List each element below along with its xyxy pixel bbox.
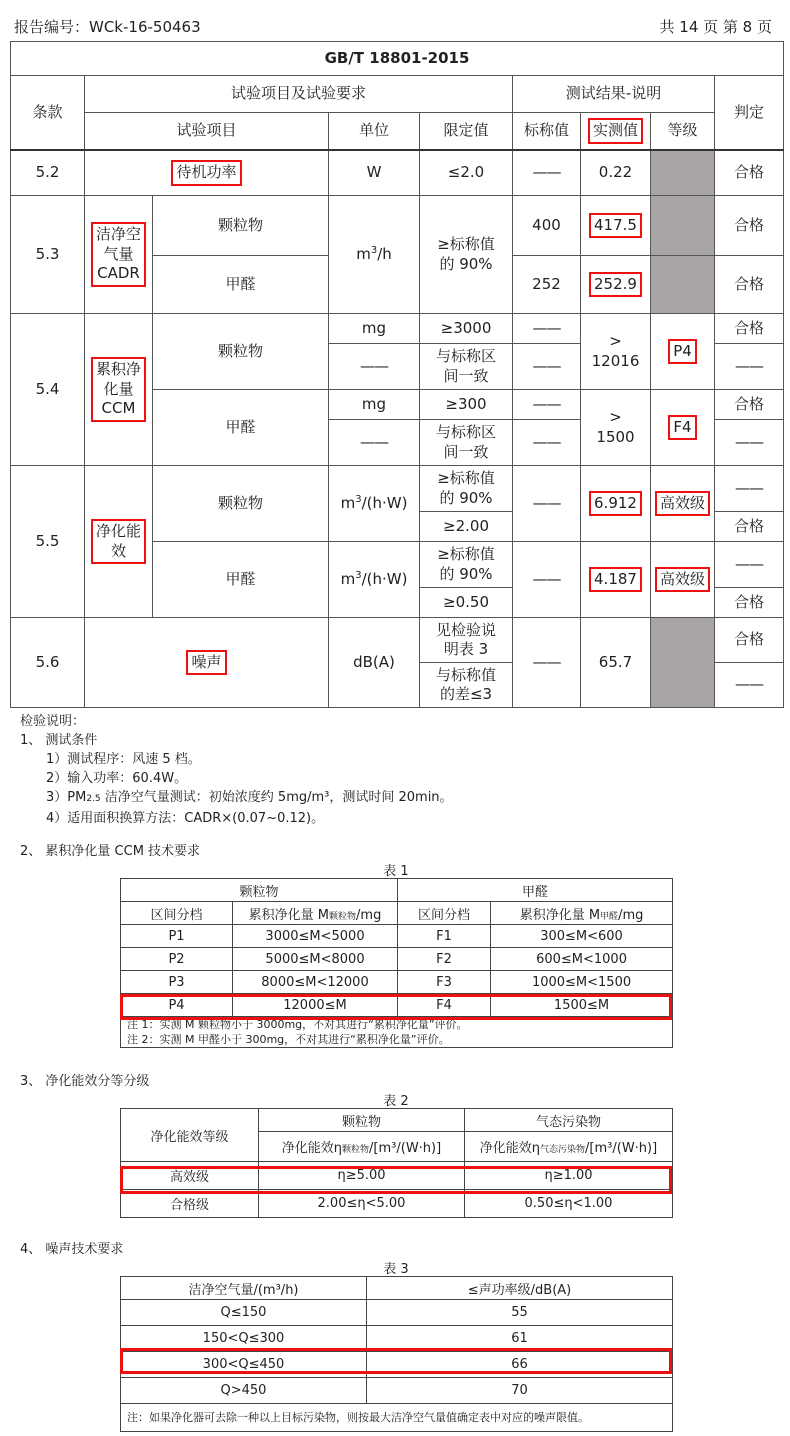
unit: $m^3/h$ [329, 196, 420, 314]
sub-particle: 颗粒物 [153, 196, 329, 256]
header-limit: 限定值 [420, 113, 513, 150]
grade-empty [651, 618, 715, 708]
clause-5-4: 5.4 [11, 314, 85, 466]
header-nominal: 标称值 [513, 113, 581, 150]
measured: 6.912 [581, 466, 651, 542]
notes-title: 检验说明： [20, 714, 86, 729]
unit: $m^3/(h\cdot W)$ [329, 542, 420, 618]
item-ccm: 累积净 化量 CCM [85, 314, 153, 466]
measured: > 12016 [581, 314, 651, 390]
measured: > 1500 [581, 390, 651, 466]
verdict: —— [715, 420, 784, 466]
nominal: —— [513, 150, 581, 196]
verdict: —— [715, 466, 784, 512]
verdict: 合格 [715, 588, 784, 618]
nominal: 400 [513, 196, 581, 256]
verdict: 合格 [715, 196, 784, 256]
table-note: 注：如果净化器可去除一种以上目标污染物，则按最大洁净空气量值确定表中对应的噪声限值。 [121, 1404, 673, 1432]
section-4: 4、 噪声技术要求 [20, 1242, 124, 1257]
highlight-box [120, 994, 672, 1020]
header-items: 试验项目及试验要求 [85, 76, 513, 113]
measured: 4.187 [581, 542, 651, 618]
clause-5-3: 5.3 [11, 196, 85, 314]
highlight-box [120, 1348, 672, 1374]
item-cadr: 洁净空 气量 CADR [85, 196, 153, 314]
limit: 与标称值 的差≤3 [420, 663, 513, 708]
ccm-requirements-table: 颗粒物 甲醛 区间分档 累积净化量 M颗粒物/mg 区间分档 累积净化量 M甲醛/mg P1 3000≤M<5000 F1 300≤M<600 P2 5000≤M<8000 F2 600≤M<1000 P3 8000≤M<12000 F3 1000≤M<1500 P4 12000≤M F4 1500≤M 注 1：实测 M 颗粒物小于 3000mg，不对其进行“累积净化量”评价。 注 2：实测 M 甲醛小于 300mg，不对其进行“累积净化量”评价。 [120, 878, 673, 1048]
clause-5-5: 5.5 [11, 466, 85, 618]
clause-5-6: 5.6 [11, 618, 85, 708]
nominal: —— [513, 344, 581, 390]
measured: 65.7 [581, 618, 651, 708]
limit: ≤2.0 [420, 150, 513, 196]
table1-caption: 表 1 [383, 864, 409, 879]
section-3: 3、 净化能效分等分级 [20, 1074, 150, 1089]
table-row: Q>450 70 [121, 1378, 673, 1404]
nominal: —— [513, 390, 581, 420]
page-count: 共 14 页 第 8 页 [659, 18, 772, 36]
grade-empty [651, 256, 715, 314]
limit: ≥3000 [420, 314, 513, 344]
table-row: P1 3000≤M<5000 F1 300≤M<600 [121, 925, 673, 948]
report-number: 报告编号：WCk-16-50463 [14, 18, 201, 36]
item-noise: 噪声 [85, 618, 329, 708]
nominal: —— [513, 542, 581, 618]
noise-requirements-table: 洁净空气量/(m³/h) ≤声功率级/dB(A) Q≤150 55 150<Q≤300 61 300<Q≤450 66 Q>450 70 注：如果净化器可去除一种以上目标污染物，则按最大洁净空气量值确定表中对应的噪声限值。 [120, 1276, 673, 1432]
limit: ≥标称值 的 90% [420, 196, 513, 314]
test-results-table [10, 41, 784, 708]
unit: $m^3/(h\cdot W)$ [329, 466, 420, 542]
limit: ≥标称值 的 90% [420, 542, 513, 588]
verdict: 合格 [715, 512, 784, 542]
limit: ≥标称值 的 90% [420, 466, 513, 512]
limit: 见检验说 明表 3 [420, 618, 513, 663]
grade: P4 [651, 314, 715, 390]
limit: 与标称区 间一致 [420, 344, 513, 390]
table-note: 注 1：实测 M 颗粒物小于 3000mg，不对其进行“累积净化量”评价。 注 2：实测 M 甲醛小于 300mg，不对其进行“累积净化量”评价。 [121, 1017, 673, 1048]
unit: dB(A) [329, 618, 420, 708]
sub-particle: 颗粒物 [153, 314, 329, 390]
highlight-box [120, 1166, 672, 1194]
limit: 与标称区 间一致 [420, 420, 513, 466]
verdict: —— [715, 663, 784, 708]
header-grade: 等级 [651, 113, 715, 150]
clause-5-2: 5.2 [11, 150, 85, 196]
grade-empty [651, 196, 715, 256]
header-result: 测试结果-说明 [513, 76, 715, 113]
verdict: 合格 [715, 256, 784, 314]
table-row: Q≤150 55 [121, 1300, 673, 1326]
header-verdict: 判定 [715, 76, 784, 150]
standard-title: GB/T 18801-2015 [11, 42, 784, 76]
verdict: —— [715, 344, 784, 390]
sub-particle: 颗粒物 [153, 466, 329, 542]
table-row: P4 12000≤M F4 1500≤M [121, 994, 673, 1017]
limit: ≥0.50 [420, 588, 513, 618]
table-row: P3 8000≤M<12000 F3 1000≤M<1500 [121, 971, 673, 994]
grade: F4 [651, 390, 715, 466]
table3-caption: 表 3 [383, 1262, 409, 1277]
section-2: 2、 累积净化量 CCM 技术要求 [20, 844, 201, 859]
item-standby-power: 待机功率 [85, 150, 329, 196]
unit: W [329, 150, 420, 196]
verdict: 合格 [715, 618, 784, 663]
measured: 252.9 [581, 256, 651, 314]
table-row: P2 5000≤M<8000 F2 600≤M<1000 [121, 948, 673, 971]
measured-highlight: 实测值 [588, 118, 643, 144]
item-efficiency: 净化能 效 [85, 466, 153, 618]
table-row: 高效级 η≥5.00 η≥1.00 [121, 1162, 673, 1190]
grade: 高效级 [651, 466, 715, 542]
nominal: —— [513, 314, 581, 344]
limit: ≥300 [420, 390, 513, 420]
page-header [14, 16, 772, 40]
limit: ≥2.00 [420, 512, 513, 542]
nominal: —— [513, 618, 581, 708]
header-measured [581, 113, 651, 150]
table-row: 合格级 2.00≤η<5.00 0.50≤η<1.00 [121, 1190, 673, 1218]
grade: 高效级 [651, 542, 715, 618]
nominal: —— [513, 420, 581, 466]
unit: —— [329, 420, 420, 466]
verdict: 合格 [715, 150, 784, 196]
nominal: 252 [513, 256, 581, 314]
efficiency-grade-table: 净化能效等级 颗粒物 气态污染物 净化能效η颗粒物/[m³/(W·h)] 净化能效η气态污染物/[m³/(W·h)] 高效级 η≥5.00 η≥1.00 合格级 2.00≤η<5.00 0.50≤η<1.00 [120, 1108, 673, 1218]
inspection-notes: 检验说明： 1、 测试条件 1）测试程序：风速 5 档。 2）输入功率：60.4W。 3）PM2.5 洁净空气量测试：初始浓度约 5mg/m³，测试时间 20min。 4）适用面积换算方法：CADR×(0.07~0.12)。 [20, 712, 780, 828]
header-unit: 单位 [329, 113, 420, 150]
section-1: 1、 测试条件 [20, 733, 98, 748]
measured: 0.22 [581, 150, 651, 196]
unit: mg [329, 314, 420, 344]
grade-empty [651, 150, 715, 196]
sub-formaldehyde: 甲醛 [153, 256, 329, 314]
unit: mg [329, 390, 420, 420]
header-item: 试验项目 [85, 113, 329, 150]
verdict: 合格 [715, 390, 784, 420]
unit: —— [329, 344, 420, 390]
verdict: —— [715, 542, 784, 588]
verdict: 合格 [715, 314, 784, 344]
nominal: —— [513, 466, 581, 542]
sub-formaldehyde: 甲醛 [153, 390, 329, 466]
header-clause: 条款 [11, 76, 85, 150]
measured: 417.5 [581, 196, 651, 256]
table-row: 150<Q≤300 61 [121, 1326, 673, 1352]
table2-caption: 表 2 [383, 1094, 409, 1109]
sub-formaldehyde: 甲醛 [153, 542, 329, 618]
table-row: 300<Q≤450 66 [121, 1352, 673, 1378]
